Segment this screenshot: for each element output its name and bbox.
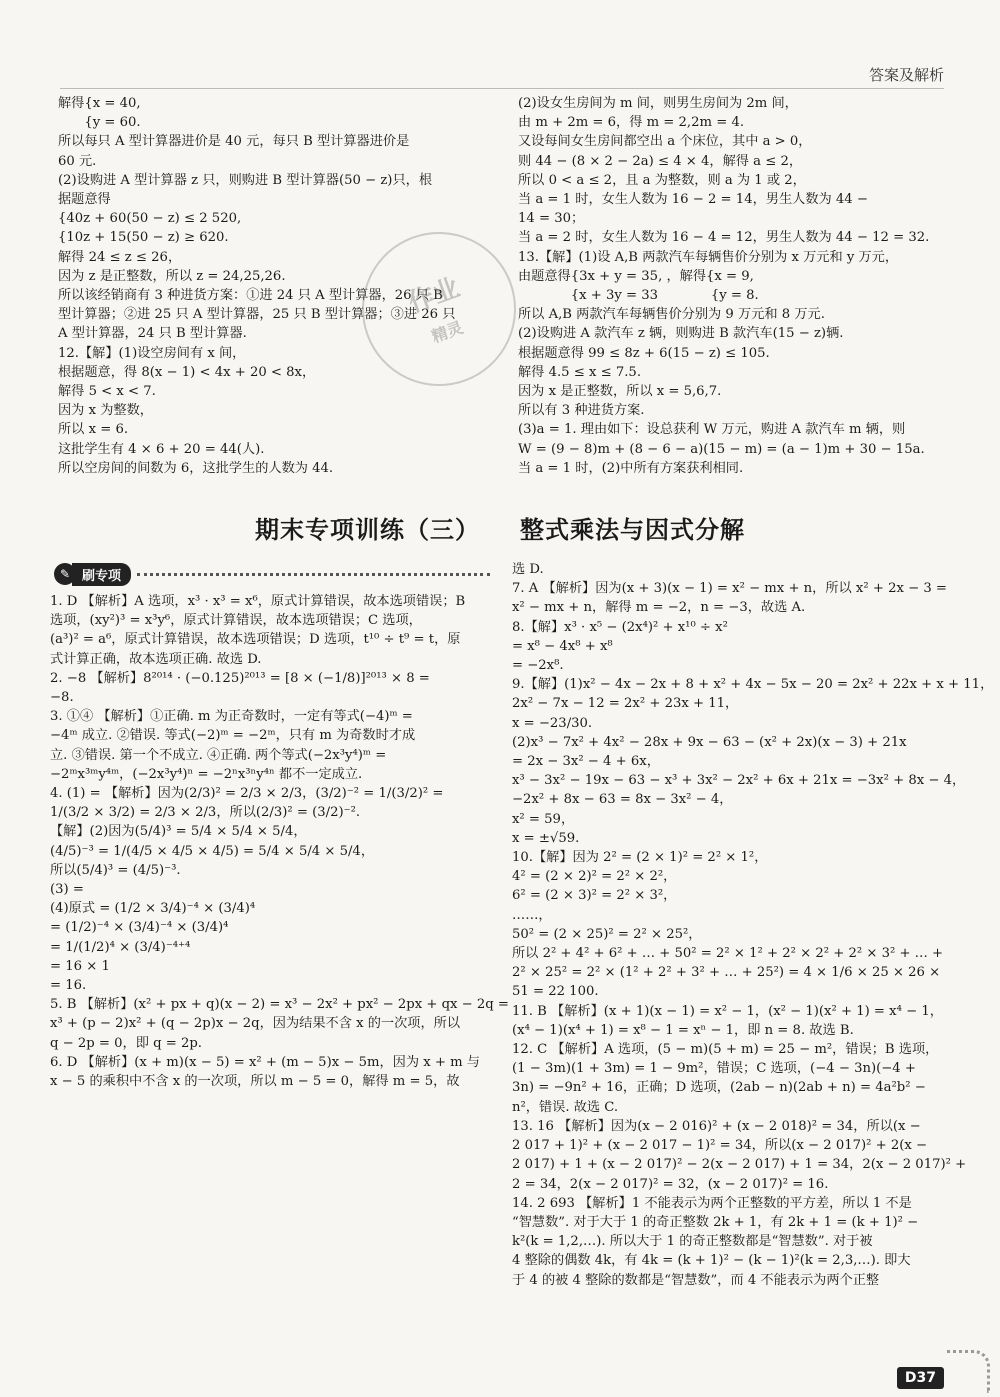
- text-line: 5. B 【解析】(x² + px + q)(x − 2) = x³ − 2x² + px² − 2px + qx − 2q =: [50, 997, 509, 1013]
- text-line: 4² = (2 × 2)² = 2² × 2²，: [512, 869, 677, 885]
- text-line: A 型计算器，24 只 B 型计算器.: [58, 326, 247, 342]
- text-line: q − 2p = 0，即 q = 2p.: [50, 1035, 202, 1051]
- text-line: 当 a = 2 时，女生人数为 16 − 4 = 12，男生人数为 44 − 12 = 32.: [518, 230, 930, 246]
- top-right-column: [518, 94, 948, 478]
- text-line: = x⁸ − 4x⁸ + x⁸: [512, 638, 613, 654]
- text-line: 【解】(2)因为(5/4)³ = 5/4 × 5/4 × 5/4，: [50, 824, 307, 840]
- text-line: −2ᵐx³ᵐy⁴ᵐ，(−2x³y⁴)ⁿ = −2ⁿx³ⁿy⁴ⁿ 都不一定成立.: [50, 766, 363, 782]
- text-line: 选项，(xy²)³ = x³y⁶，原式计算错误，故本选项错误；C 选项，: [50, 613, 422, 629]
- text-line: 由题意得{3x + y = 35, ，解得{x = 9,: [518, 268, 754, 284]
- text-line: 51 = 22 100.: [512, 984, 599, 1000]
- text-line: 11. B 【解析】(x + 1)(x − 1) = x² − 1，(x² − 1)(x² + 1) = x⁴ − 1，: [512, 1003, 943, 1019]
- text-line: (1 − 3m)(1 + 3m) = 1 − 9m²，错误；C 选项，(−4 − 3n)(−4 +: [512, 1061, 916, 1077]
- text-line: 解得 5 < x < 7.: [58, 384, 156, 400]
- text-line: 9.【解】(1)x² − 4x − 2x + 8 + x² + 4x − 5x − 20 = 2x² + 22x + x + 11，: [512, 677, 994, 693]
- section-title-part2: 整式乘法与因式分解: [520, 516, 745, 544]
- text-line: {x + 3y = 33 {y = 8.: [518, 288, 759, 304]
- bottom-left-column: [50, 592, 509, 1091]
- text-line: 2 = 34，2(x − 2 017)² = 32，(x − 2 017)² = 16.: [512, 1176, 829, 1192]
- text-line: −8.: [50, 690, 74, 706]
- top-left-column: [58, 94, 488, 478]
- text-line: = 2x − 3x² − 4 + 6x，: [512, 754, 660, 770]
- text-line: 2. −8 【解析】8²⁰¹⁴ · (−0.125)²⁰¹³ = [8 × (−1/8)]²⁰¹³ × 8 =: [50, 670, 430, 686]
- text-line: x = ±√59.: [512, 830, 580, 846]
- text-line: 由 m + 2m = 6，得 m = 2,2m = 4.: [518, 115, 745, 131]
- corner-decoration: [947, 1350, 990, 1393]
- text-line: 2² × 25² = 2² × (1² + 2² + 3² + … + 25²) = 4 × 1/6 × 25 × 26 ×: [512, 965, 941, 981]
- text-line: (2)x³ − 7x² + 4x² − 28x + 9x − 63 − (x² + 2x)(x − 3) + 21x: [512, 734, 907, 750]
- text-line: 所以 2² + 4² + 6² + … + 50² = 2² × 1² + 2² × 2² + 2² × 3² + … +: [512, 946, 944, 962]
- text-line: {y = 60.: [58, 115, 141, 131]
- text-line: x³ + (p − 2)x² + (q − 2p)x − 2q，因为结果不含 x 的一次项，所以: [50, 1016, 461, 1032]
- text-line: 于 4 的被 4 整除的数都是“智慧数”，而 4 不能表示为两个正整: [512, 1272, 880, 1288]
- text-line: x² = 59，: [512, 811, 575, 827]
- text-line: 所以 A,B 两款汽车每辆售价分别为 9 万元和 8 万元.: [518, 307, 825, 323]
- text-line: “智慧数”. 对于大于 1 的奇正整数 2k + 1，有 2k + 1 = (k + 1)² −: [512, 1214, 919, 1230]
- pencil-icon: ✎: [54, 563, 76, 585]
- text-line: 立. ③错误. 第一个不成立. ④正确. 两个等式(−2x³y⁴)ᵐ =: [50, 747, 387, 763]
- text-line: (2)设购进 A 款汽车 z 辆，则购进 B 款汽车(15 − z)辆.: [518, 326, 844, 342]
- text-line: 3. ①④ 【解析】①正确. m 为正奇数时，一定有等式(−4)ᵐ =: [50, 709, 413, 725]
- section-title-part1: 期末专项训练（三）: [255, 516, 480, 544]
- text-line: 2 017 + 1)² + (x − 2 017 − 1)² = 34，所以(x − 2 017)² + 2(x −: [512, 1138, 928, 1154]
- text-line: = 1/(1/2)⁴ × (3/4)⁻⁴⁺⁴: [50, 939, 191, 955]
- text-line: x − 5 的乘积中不含 x 的一次项，所以 m − 5 = 0，解得 m = 5，故: [50, 1074, 460, 1090]
- text-line: = −2x⁸.: [512, 658, 564, 674]
- text-line: 14 = 30；: [518, 211, 585, 227]
- text-line: 则 44 − (8 × 2 − 2a) ≤ 4 × 4，解得 a ≤ 2，: [518, 153, 803, 169]
- text-line: 当 a = 1 时，(2)中所有方案获利相同.: [518, 460, 744, 476]
- text-line: −2x² + 8x − 63 = 8x − 3x² − 4，: [512, 792, 733, 808]
- text-line: 12. C 【解析】A 选项，(5 − m)(5 + m) = 25 − m²，错误；B 选项，: [512, 1042, 939, 1058]
- text-line: 2x² − 7x − 12 = 2x² + 23x + 11，: [512, 696, 739, 712]
- text-line: 所以空房间的间数为 6，这批学生的人数为 44.: [58, 460, 334, 476]
- text-line: k²(k = 1,2,…). 所以大于 1 的奇正整数都是“智慧数”. 对于被: [512, 1234, 873, 1250]
- text-line: −4ᵐ 成立. ②错误. 等式(−2)ᵐ = −2ᵐ，只有 m 为奇数时才成: [50, 728, 416, 744]
- text-line: 因为 x 为整数，: [58, 403, 153, 419]
- text-line: 因为 z 是正整数，所以 z = 24,25,26.: [58, 268, 286, 284]
- text-line: 所以 x = 6.: [58, 422, 129, 438]
- text-line: 8.【解】x³ · x⁵ − (2x⁴)² + x¹⁰ ÷ x²: [512, 619, 728, 635]
- text-line: 6² = (2 × 3)² = 2² × 3²，: [512, 888, 677, 904]
- text-line: (2)设购进 A 型计算器 z 只，则购进 B 型计算器(50 − z)只，根: [58, 172, 433, 188]
- text-line: 3n) = −9n² + 16，正确；D 选项，(2ab − n)(2ab + n) = 4a²b² −: [512, 1080, 926, 1096]
- watermark-line1: 作业: [404, 272, 464, 319]
- text-line: 型计算器；②进 25 只 A 型计算器，25 只 B 型计算器；③进 26 只: [58, 307, 456, 323]
- text-line: n²，错误. 故选 C.: [512, 1099, 619, 1115]
- text-line: W = (9 − 8)m + (8 − 6 − a)(15 − m) = (a − 1)m + 30 − 15a.: [518, 441, 925, 457]
- text-line: ……，: [512, 907, 552, 923]
- text-line: = 16.: [50, 978, 87, 994]
- bottom-right-column: [512, 560, 994, 1290]
- dotted-divider: [137, 573, 490, 576]
- text-line: 所以该经销商有 3 种进货方案：①进 24 只 A 型计算器，26 只 B: [58, 288, 443, 304]
- text-line: 1/(3/2 × 3/2) = 2/3 × 2/3，所以(2/3)² = (3/2)⁻².: [50, 805, 361, 821]
- text-line: 7. A 【解析】因为(x + 3)(x − 1) = x² − mx + n，所以 x² + 2x − 3 =: [512, 581, 947, 597]
- text-line: (4/5)⁻³ = 1/(4/5 × 4/5 × 4/5) = 5/4 × 5/4 × 5/4，: [50, 843, 375, 859]
- text-line: 因为 x 是正整数，所以 x = 5,6,7.: [518, 384, 722, 400]
- text-line: 4. (1) = 【解析】因为(2/3)² = 2/3 × 2/3，(3/2)⁻² = 1/(3/2)² =: [50, 786, 444, 802]
- text-line: = (1/2)⁻⁴ × (3/4)⁻⁴ × (3/4)⁴: [50, 920, 229, 936]
- text-line: 所以 0 < a ≤ 2，且 a 为整数，则 a 为 1 或 2，: [518, 172, 806, 188]
- page-number: D37: [897, 1367, 944, 1389]
- text-line: (2)设女生房间为 m 间，则男生房间为 2m 间，: [518, 96, 798, 111]
- text-line: 60 元.: [58, 153, 97, 169]
- text-line: 式计算正确，故本选项正确. 故选 D.: [50, 651, 262, 667]
- text-line: 50² = (2 × 25)² = 2² × 25²，: [512, 926, 702, 942]
- text-line: 10.【解】因为 2² = (2 × 1)² = 2² × 1²，: [512, 850, 768, 866]
- text-line: x = −23/30.: [512, 715, 593, 731]
- text-line: 13. 16 【解析】因为(x − 2 016)² + (x − 2 018)² = 34，所以(x −: [512, 1118, 921, 1134]
- text-line: = 16 × 1: [50, 958, 110, 974]
- text-line: 又设每间女生房间都空出 a 个床位，其中 a > 0，: [518, 134, 812, 150]
- text-line: 所以有 3 种进货方案.: [518, 403, 645, 419]
- text-line: 根据题意得 99 ≤ 8z + 6(15 − z) ≤ 105.: [518, 345, 770, 361]
- text-line: 所以每只 A 型计算器进价是 40 元，每只 B 型计算器进价是: [58, 134, 410, 150]
- text-line: (a³)² = a⁶，原式计算错误，故本选项错误；D 选项，t¹⁰ ÷ t⁹ = t，原: [50, 632, 461, 648]
- text-line: 12.【解】(1)设空房间有 x 间，: [58, 345, 246, 361]
- text-line: {40z + 60(50 − z) ≤ 2 520,: [58, 211, 242, 227]
- text-line: 解得{x = 40,: [58, 96, 141, 111]
- text-line: 6. D 【解析】(x + m)(x − 5) = x² + (m − 5)x − 5m，因为 x + m 与: [50, 1054, 480, 1070]
- text-line: 解得 4.5 ≤ x ≤ 7.5.: [518, 364, 642, 380]
- text-line: x³ − 3x² − 19x − 63 − x³ + 3x² − 2x² + 6x + 21x = −3x² + 8x − 4，: [512, 773, 966, 789]
- text-line: 4 整除的偶数 4k，有 4k = (k + 1)² − (k − 1)²(k = 2,3,…). 即大: [512, 1253, 911, 1269]
- text-line: 2 017) + 1 + (x − 2 017)² − 2(x − 2 017) + 1 = 34，2(x − 2 017)² +: [512, 1157, 967, 1173]
- text-line: (3)a = 1. 理由如下：设总获利 W 万元，购进 A 款汽车 m 辆，则: [518, 422, 906, 438]
- header-rule: [60, 88, 944, 89]
- text-line: (3) =: [50, 882, 84, 898]
- text-line: x² − mx + n，解得 m = −2，n = −3，故选 A.: [512, 600, 806, 616]
- text-line: 1. D 【解析】A 选项，x³ · x³ = x⁶，原式计算错误，故本选项错误；B: [50, 594, 466, 609]
- section-title: [0, 510, 1000, 545]
- badge-label: 刷专项: [72, 563, 131, 586]
- watermark-line2: 精灵: [429, 317, 466, 347]
- text-line: 当 a = 1 时，女生人数为 16 − 2 = 14，男生人数为 44 −: [518, 192, 868, 208]
- header-section-label: 答案及解析: [868, 66, 944, 84]
- text-line: {10z + 15(50 − z) ≥ 620.: [58, 230, 229, 246]
- text-line: 根据题意，得 8(x − 1) < 4x + 20 < 8x，: [58, 364, 316, 380]
- text-line: 14. 2 693 【解析】1 不能表示为两个正整数的平方差，所以 1 不是: [512, 1195, 912, 1211]
- text-line: 这批学生有 4 × 6 + 20 = 44(人).: [58, 441, 265, 457]
- text-line: (4)原式 = (1/2 × 3/4)⁻⁴ × (3/4)⁴: [50, 901, 256, 917]
- text-line: (x⁴ − 1)(x⁴ + 1) = x⁸ − 1 = xⁿ − 1，即 n = 8. 故选 B.: [512, 1022, 854, 1038]
- text-line: 据题意得: [58, 192, 111, 208]
- text-line: 13.【解】(1)设 A,B 两款汽车每辆售价分别为 x 万元和 y 万元，: [518, 249, 899, 265]
- text-line: 解得 24 ≤ z ≤ 26，: [58, 249, 182, 265]
- text-line: 所以(5/4)³ = (4/5)⁻³.: [50, 862, 181, 878]
- practice-badge: [54, 562, 490, 586]
- text-line: 选 D.: [512, 562, 544, 577]
